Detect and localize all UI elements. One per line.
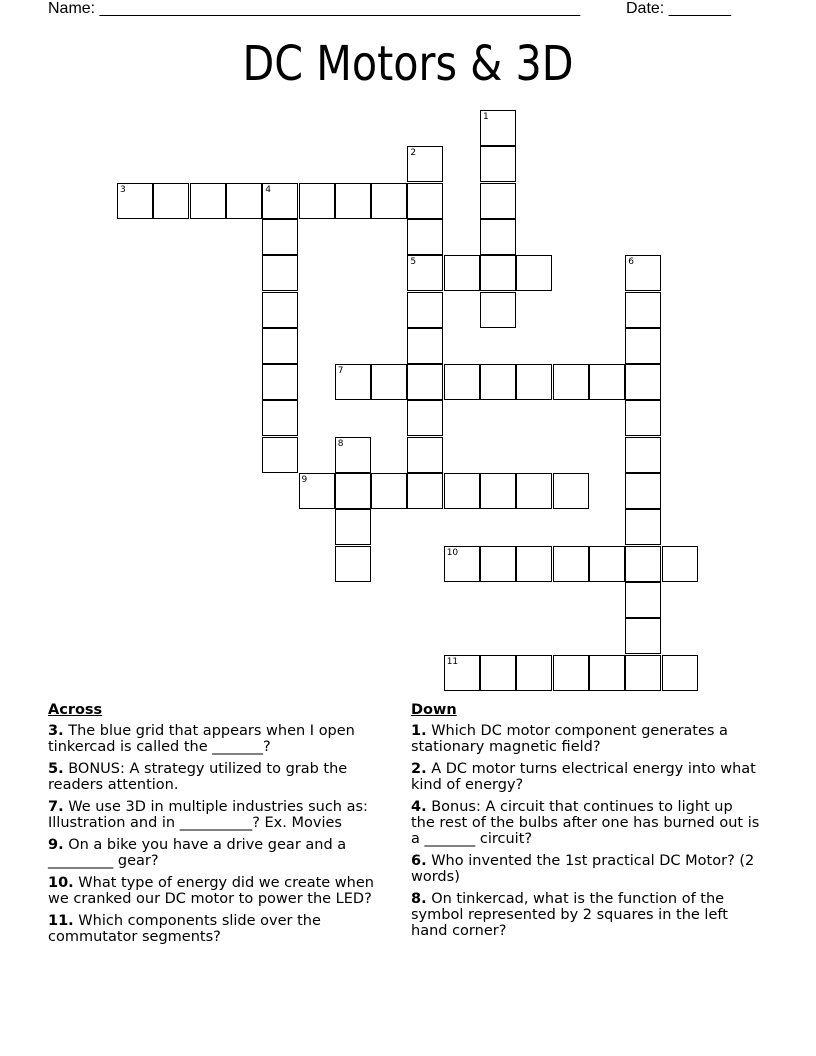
grid-cell[interactable] xyxy=(625,618,661,654)
grid-cell[interactable] xyxy=(444,255,480,291)
grid-cell[interactable] xyxy=(516,255,552,291)
grid-cell[interactable] xyxy=(589,364,625,400)
grid-cell[interactable] xyxy=(407,219,443,255)
grid-cell[interactable] xyxy=(480,655,516,691)
grid-cell[interactable] xyxy=(480,183,516,219)
clue-down-8: 8. On tinkercad, what is the function of the symbol represented by 2 squares in the left hand corner? xyxy=(411,891,728,939)
grid-cell[interactable] xyxy=(371,183,407,219)
grid-cell[interactable] xyxy=(480,255,516,291)
grid-cell[interactable] xyxy=(299,183,335,219)
grid-cell[interactable] xyxy=(662,546,698,582)
grid-cell[interactable] xyxy=(480,110,516,146)
clue-down-4: 4. Bonus: A circuit that continues to light up the rest of the bulbs after one has burned out is a _______ circuit? xyxy=(411,799,760,847)
grid-cell[interactable] xyxy=(516,655,552,691)
grid-cell[interactable] xyxy=(371,364,407,400)
grid-cell[interactable] xyxy=(553,546,589,582)
grid-cell[interactable] xyxy=(262,292,298,328)
grid-cell[interactable] xyxy=(625,582,661,618)
cell-number: 9 xyxy=(301,475,308,485)
grid-cell[interactable] xyxy=(407,364,443,400)
grid-cell[interactable] xyxy=(625,473,661,509)
clue-down-2: 2. A DC motor turns electrical energy into what kind of energy? xyxy=(411,761,756,793)
grid-cell[interactable] xyxy=(262,255,298,291)
grid-cell[interactable] xyxy=(407,292,443,328)
clue-across-10: 10. What type of energy did we create when we cranked our DC motor to power the LED? xyxy=(48,875,374,907)
grid-cell[interactable] xyxy=(335,364,371,400)
grid-cell[interactable] xyxy=(625,328,661,364)
grid-cell[interactable] xyxy=(625,255,661,291)
grid-cell[interactable] xyxy=(407,146,443,182)
grid-cell[interactable] xyxy=(625,364,661,400)
grid-cell[interactable] xyxy=(625,437,661,473)
clue-across-3: 3. The blue grid that appears when I open tinkercad is called the _______? xyxy=(48,723,355,755)
clue-down-1: 1. Which DC motor component generates a stationary magnetic field? xyxy=(411,723,728,755)
grid-cell[interactable] xyxy=(553,473,589,509)
clue-across-7: 7. We use 3D in multiple industries such as: Illustration and in __________? Ex. Movies xyxy=(48,799,368,831)
date-field[interactable]: Date: _______ xyxy=(626,0,731,17)
grid-cell[interactable] xyxy=(480,219,516,255)
grid-cell[interactable] xyxy=(153,183,189,219)
grid-cell[interactable] xyxy=(262,219,298,255)
grid-cell[interactable] xyxy=(335,509,371,545)
grid-cell[interactable] xyxy=(262,364,298,400)
grid-cell[interactable] xyxy=(407,255,443,291)
cell-number: 10 xyxy=(446,547,459,558)
grid-cell[interactable] xyxy=(335,437,371,473)
grid-cell[interactable] xyxy=(407,400,443,436)
down-clues xyxy=(411,702,761,945)
grid-cell[interactable] xyxy=(335,473,371,509)
grid-cell[interactable] xyxy=(625,509,661,545)
grid-cell[interactable] xyxy=(480,364,516,400)
grid-cell[interactable] xyxy=(444,473,480,509)
across-clues xyxy=(48,702,398,951)
grid-cell[interactable] xyxy=(480,292,516,328)
grid-cell[interactable] xyxy=(625,292,661,328)
grid-cell[interactable] xyxy=(407,437,443,473)
grid-cell[interactable] xyxy=(117,183,153,219)
grid-cell[interactable] xyxy=(262,400,298,436)
clue-across-11: 11. Which components slide over the commutator segments? xyxy=(48,913,321,945)
name-field[interactable]: Name: ______________________________________________________ xyxy=(48,0,581,17)
grid-cell[interactable] xyxy=(480,546,516,582)
clue-down-6: 6. Who invented the 1st practical DC Motor? (2 words) xyxy=(411,853,755,885)
grid-cell[interactable] xyxy=(262,183,298,219)
grid-cell[interactable] xyxy=(516,546,552,582)
grid-cell[interactable] xyxy=(589,655,625,691)
grid-cell[interactable] xyxy=(262,437,298,473)
cell-number: 4 xyxy=(265,184,271,195)
cell-number: 6 xyxy=(628,257,634,268)
grid-cell[interactable] xyxy=(371,473,407,509)
clue-across-5: 5. BONUS: A strategy utilized to grab the readers attention. xyxy=(48,761,348,793)
grid-cell[interactable] xyxy=(407,328,443,364)
page-title: DC Motors & 3D xyxy=(242,36,574,92)
grid-cell[interactable] xyxy=(407,473,443,509)
grid-cell[interactable] xyxy=(480,473,516,509)
clue-across-9: 9. On a bike you have a drive gear and a _________ gear? xyxy=(48,837,347,869)
cell-number: 11 xyxy=(446,656,459,667)
cell-number: 2 xyxy=(410,148,417,159)
grid-cell[interactable] xyxy=(407,183,443,219)
grid-cell[interactable] xyxy=(516,473,552,509)
grid-cell[interactable] xyxy=(444,364,480,400)
grid-cell[interactable] xyxy=(625,546,661,582)
grid-cell[interactable] xyxy=(553,364,589,400)
cell-number: 5 xyxy=(410,257,417,268)
grid-cell[interactable] xyxy=(444,546,480,582)
cell-number: 8 xyxy=(337,438,344,449)
grid-cell[interactable] xyxy=(299,473,335,509)
grid-cell[interactable] xyxy=(335,183,371,219)
grid-cell[interactable] xyxy=(480,146,516,182)
cell-number: 1 xyxy=(483,112,489,122)
cell-number: 3 xyxy=(120,184,126,195)
grid-cell[interactable] xyxy=(625,400,661,436)
cell-number: 7 xyxy=(337,366,344,377)
across-heading: Across xyxy=(48,702,103,718)
grid-cell[interactable] xyxy=(553,655,589,691)
grid-cell[interactable] xyxy=(516,364,552,400)
grid-cell[interactable] xyxy=(190,183,226,219)
down-heading: Down xyxy=(411,702,457,718)
grid-cell[interactable] xyxy=(444,655,480,691)
grid-cell[interactable] xyxy=(226,183,262,219)
grid-cell[interactable] xyxy=(625,655,661,691)
grid-cell[interactable] xyxy=(262,328,298,364)
grid-cell[interactable] xyxy=(662,655,698,691)
grid-cell[interactable] xyxy=(589,546,625,582)
grid-cell[interactable] xyxy=(335,546,371,582)
